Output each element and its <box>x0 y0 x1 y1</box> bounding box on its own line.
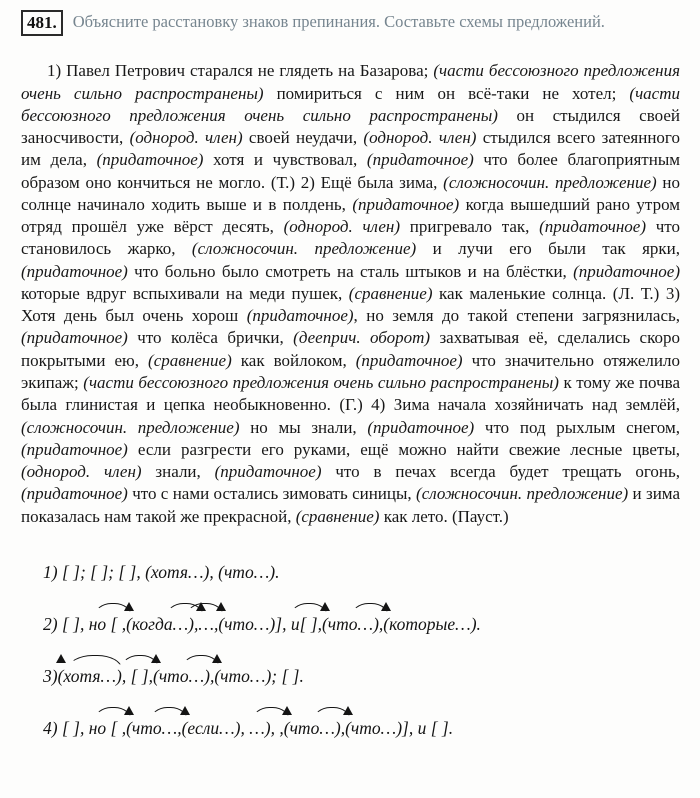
sentence-text: которые вдруг вспыхивали на меди пушек, <box>21 283 349 303</box>
scheme-line-2 <box>43 614 680 635</box>
exercise-text <box>21 60 680 528</box>
grammar-annotation: (сложносочин. предложение) <box>416 484 629 504</box>
exercise-header <box>21 10 680 36</box>
sentence-text: как войлоком, <box>231 350 356 370</box>
scheme-text: , <box>378 613 384 634</box>
grammar-annotation: (сложносочин. предложение) <box>191 239 417 259</box>
scheme-text: 4) [ ], но [ , <box>43 717 127 738</box>
grammar-annotation: (дееприч. оборот) <box>293 328 431 348</box>
scheme-clause-with-arrow: (хотя…) <box>57 665 122 686</box>
scheme-text: ; [ ]. <box>271 665 304 686</box>
scheme-text: ], и[ ], <box>275 613 322 634</box>
grammar-annotation: (сложносочин. предложение) <box>443 172 657 192</box>
scheme-clause-with-arrow: (что…) <box>345 717 403 738</box>
grammar-annotation: (придаточное) <box>214 462 322 482</box>
grammar-annotation: (придаточное) <box>96 150 204 170</box>
schemes <box>21 562 680 739</box>
grammar-annotation: (однород. член) <box>283 217 401 237</box>
scheme-clause-with-arrow: (что…) <box>321 613 379 634</box>
scheme-clause-with-arrow: (что…) <box>283 717 341 738</box>
scheme-clause-with-arrow: … <box>198 613 214 634</box>
scheme-text: ], и [ ]. <box>402 717 454 738</box>
sentence-text: захватывая её, сделались скоро покрытыми ею, <box>21 328 680 370</box>
grammar-annotation: (придаточное) <box>355 350 463 370</box>
scheme-clause-with-arrow: (что…) <box>153 665 210 686</box>
scheme-text: 3) <box>43 665 58 686</box>
grammar-annotation: (сравнение) <box>148 350 232 370</box>
grammar-annotation: (однород. член) <box>363 128 477 148</box>
scheme-text: , <box>340 717 346 738</box>
grammar-annotation: (сравнение) <box>348 283 433 303</box>
sentence-text: помириться с ним он всё-таки не хотел; <box>263 83 630 103</box>
sentence-text: но мы знали, <box>239 417 368 437</box>
grammar-annotation: (придаточное) <box>539 217 646 237</box>
scheme-line-1 <box>43 562 680 583</box>
exercise-number-badge: 481. <box>21 10 63 36</box>
scheme-clause-with-arrow: (если…) <box>181 717 241 738</box>
sentence-text: как маленькие солнца. (Л. Т.) 3) Хотя день был очень хорош <box>21 283 680 326</box>
sentence-text: к тому же почва была глинистая и цепка необыкновенно. (Г.) 4) Зима начала хозяйничать над землёй, <box>21 372 680 415</box>
grammar-annotation: (придаточное) <box>246 306 354 326</box>
sentence-text: и лучи его были так ярки, <box>416 239 680 259</box>
grammar-annotation: (придаточное) <box>21 484 128 504</box>
grammar-annotation: (однород. член) <box>129 128 243 148</box>
sentence-text: что под рыхлым снегом, <box>474 417 680 437</box>
sentence-text: своей неудачи, <box>242 128 364 148</box>
sentence-text: что в печах всегда будет трещать огонь, <box>321 462 680 482</box>
grammar-annotation: (придаточное) <box>21 261 128 281</box>
grammar-annotation: (части бессоюзного предложения очень сильно распространены) <box>83 372 559 392</box>
sentence-text: пригревало так, <box>400 217 540 237</box>
sentence-text: и зима показалась нам такой же прекрасной, <box>21 484 680 526</box>
scheme-text: 1) [ ]; [ ]; [ ], (хотя…), (что…). <box>43 561 280 582</box>
scheme-text: , …), , <box>240 717 284 738</box>
sentence-text: знали, <box>141 462 215 482</box>
scheme-text: . <box>476 613 481 634</box>
grammar-annotation: (придаточное) <box>366 150 474 170</box>
sentence-text: если разгрести его руками, ещё можно найти свежие лесные цветы, <box>127 439 680 459</box>
scheme-clause-with-arrow: (что…) <box>218 613 276 634</box>
scheme-line-4 <box>43 718 680 739</box>
exercise-instruction: Объясните расстановку знаков препинания. Составьте схемы предложений. <box>72 12 605 31</box>
grammar-annotation: (сравнение) <box>295 506 380 526</box>
scheme-clause-with-arrow: (что…) <box>214 665 272 686</box>
sentence-text: как лето. (Пауст.) <box>379 506 509 526</box>
scheme-text: , <box>177 717 182 738</box>
grammar-annotation: (однород. член) <box>21 462 142 482</box>
sentence-text: что с нами остались зимовать синицы, <box>127 484 417 504</box>
sentence-text: когда вышедший рано утром отряд прошёл уже вёрст десять, <box>21 194 680 237</box>
scheme-text: , <box>209 665 215 686</box>
grammar-annotation: (части бессоюзного предложения очень сильно распространены) <box>21 83 680 125</box>
grammar-annotation: (сложносочин. предложение) <box>21 417 240 437</box>
sentence-text: что колёса брички, <box>127 328 294 348</box>
grammar-annotation: (придаточное) <box>21 328 128 348</box>
sentence-text: 1) Павел Петрович старался не глядеть на Базарова; <box>47 61 434 81</box>
scheme-line-3 <box>43 666 680 687</box>
scheme-clause-with-arrow: (которые…) <box>383 613 477 634</box>
grammar-annotation: (придаточное) <box>573 261 680 281</box>
sentence-text: но солнце начинало ходить выше и в полдень, <box>21 172 680 214</box>
grammar-annotation: (части бессоюзного предложения очень сильно распространены) <box>21 61 680 103</box>
scheme-text: , <box>213 613 219 634</box>
sentence-text: хотя и чувствовал, <box>203 150 367 170</box>
sentence-text: стыдился всего затеянного им дела, <box>21 128 680 170</box>
sentence-text: что более благоприятным образом оно кончиться не могло. (Т.) 2) Ещё была зима, <box>21 150 680 192</box>
scheme-text: , <box>194 613 199 634</box>
sentence-text: что больно было смотреть на сталь штыков и на блёстки, <box>127 261 574 281</box>
grammar-annotation: (придаточное) <box>367 417 475 437</box>
scheme-clause-with-arrow: (что… <box>126 717 178 738</box>
scheme-text: , [ ], <box>121 665 153 686</box>
grammar-annotation: (придаточное) <box>352 194 460 214</box>
grammar-annotation: (придаточное) <box>21 439 128 459</box>
sentence-text: что значительно отяжелило экипаж; <box>21 350 680 392</box>
sentence-text: он стыдился своей заносчивости, <box>21 105 680 148</box>
scheme-text: 2) [ ], но [ , <box>43 613 127 634</box>
scheme-clause-with-arrow: (когда…) <box>126 613 194 634</box>
sentence-text: , но земля до такой степени загрязнилась, <box>353 306 680 326</box>
sentence-text: что становилось жарко, <box>21 217 680 259</box>
